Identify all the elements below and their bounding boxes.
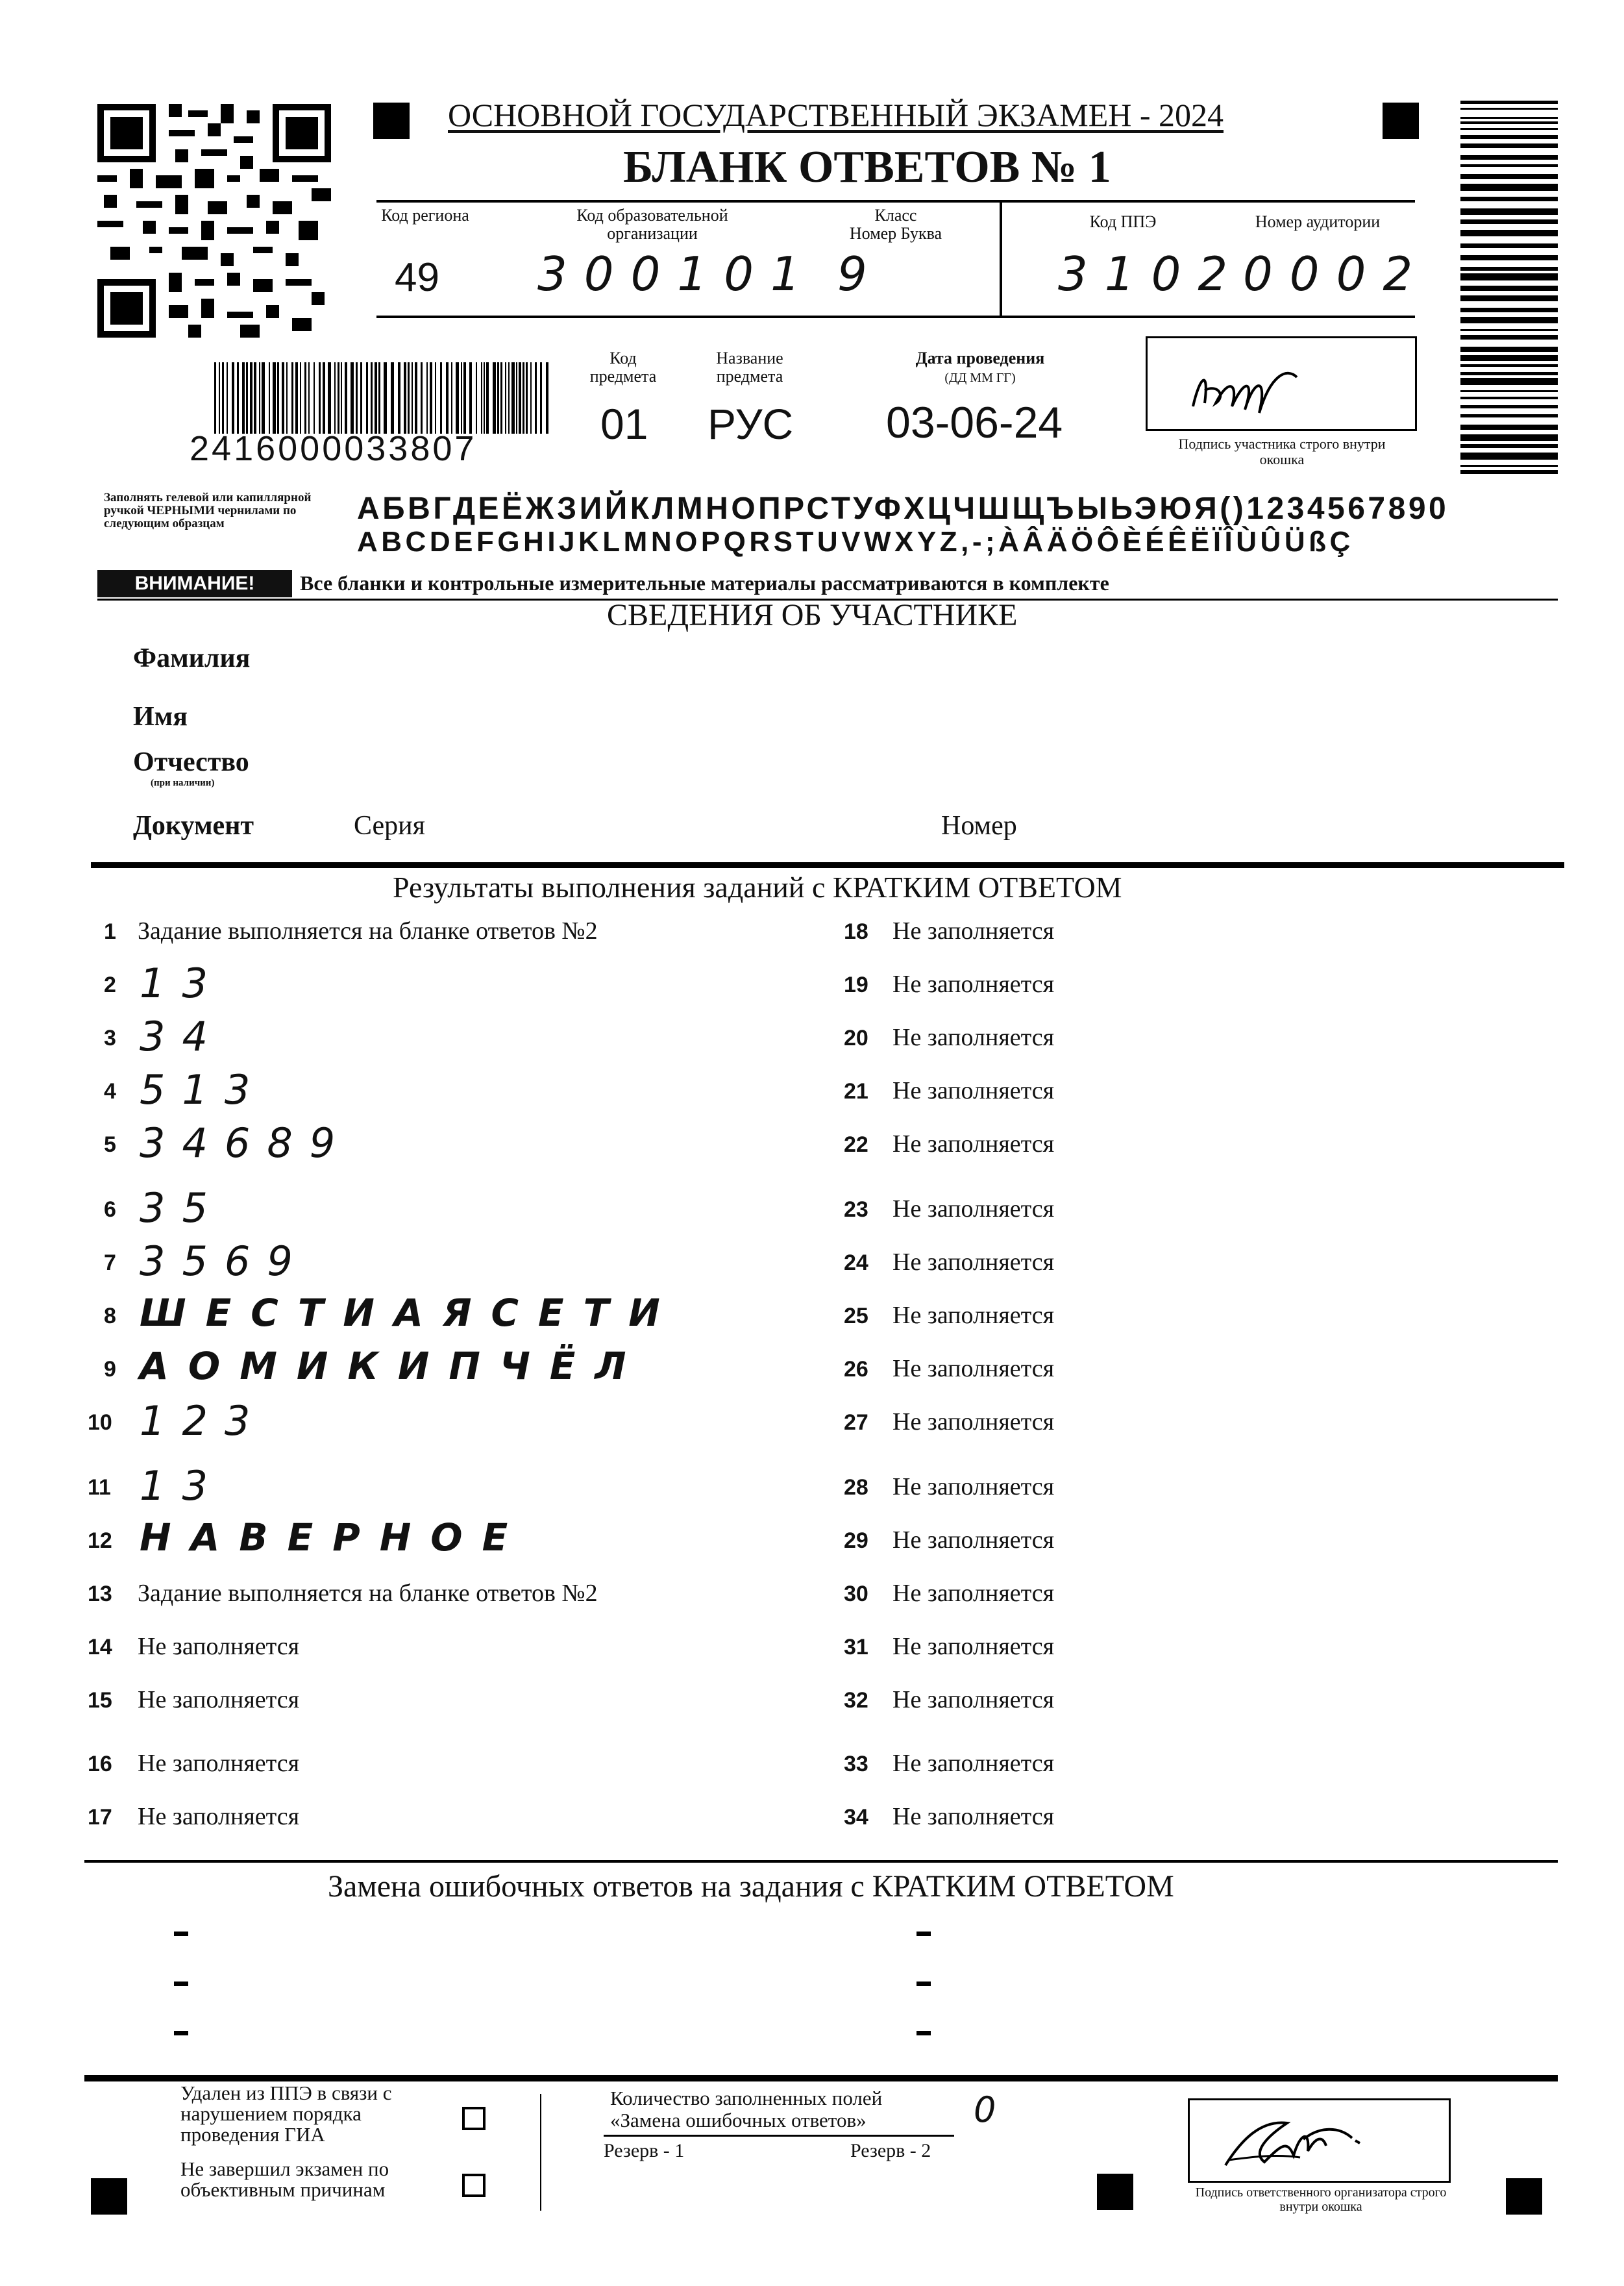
task-number: 13: [88, 1582, 112, 1606]
task-number: 4: [104, 1079, 116, 1104]
replacement-title: Замена ошибочных ответов на задания с КРАТКИМ ОТВЕТОМ: [328, 1869, 1174, 1904]
ppe-code-label: Код ППЭ: [1089, 212, 1157, 231]
task-number: 6: [104, 1197, 116, 1222]
count-underline: [604, 2135, 954, 2137]
replacement-dash-left-1: [174, 1932, 188, 1936]
task-answer[interactable]: ШЕСТИАЯСЕТИ: [140, 1291, 680, 1335]
task-number: 1: [104, 919, 116, 944]
task-status-text: Не заполняется: [892, 1130, 1055, 1158]
task-answer[interactable]: 513: [140, 1066, 267, 1113]
not-finished-checkbox[interactable]: [462, 2174, 486, 2197]
participant-signature: [1148, 338, 1415, 429]
replacement-dash-right-3: [917, 2031, 931, 2035]
replacement-dash-right-1: [917, 1932, 931, 1936]
warning-text: Все бланки и контрольные измерительные материалы рассматриваются в комплекте: [300, 571, 1109, 595]
task-status-text: Не заполняется: [138, 1686, 300, 1713]
task-number: 8: [104, 1304, 116, 1328]
task-status-text: Не заполняется: [138, 1750, 300, 1777]
code-table-bottom-line: [376, 316, 1415, 318]
replacement-bottom-line: [84, 2075, 1558, 2081]
participant-bottom-line: [91, 862, 1564, 868]
task-number: 33: [844, 1752, 868, 1776]
task-number: 21: [844, 1079, 868, 1104]
task-number: 23: [844, 1197, 868, 1222]
task-answer[interactable]: НАВЕРНОЕ: [140, 1515, 528, 1559]
marker-square-bottom-right: [1506, 2178, 1542, 2215]
document-label: Документ: [133, 811, 254, 841]
replacement-count-label: Количество заполненных полей «Замена ошибочных ответов»: [610, 2087, 883, 2131]
task-number: 29: [844, 1528, 868, 1553]
task-number: 30: [844, 1582, 868, 1606]
task-number: 18: [844, 919, 868, 944]
qr-code: [97, 104, 331, 338]
task-number: 15: [88, 1688, 112, 1713]
region-code-label: Код региона: [381, 206, 469, 225]
task-answer[interactable]: 13: [140, 1462, 225, 1510]
document-number-label: Номер: [941, 811, 1017, 841]
task-number: 26: [844, 1357, 868, 1382]
patronymic-note: (при наличии): [151, 778, 215, 788]
task-number: 17: [88, 1805, 112, 1830]
not-finished-label: Не завершил экзамен по объективным причинам: [180, 2157, 389, 2201]
warning-badge: ВНИМАНИЕ!: [97, 570, 292, 597]
region-code-value: 49: [395, 255, 439, 300]
task-number: 16: [88, 1752, 112, 1776]
org-code-label: Код образовательной организации: [576, 206, 728, 243]
task-answer[interactable]: 13: [140, 960, 225, 1007]
task-status-text: Не заполняется: [892, 1686, 1055, 1713]
class-label: Класс: [874, 206, 917, 225]
reserve-2-label: Резерв - 2: [850, 2140, 931, 2161]
task-status-text: Не заполняется: [892, 1750, 1055, 1777]
task-status-text: Не заполняется: [892, 1473, 1055, 1500]
results-title: Результаты выполнения заданий с КРАТКИМ ОТВЕТОМ: [393, 871, 1122, 904]
task-number: 5: [104, 1132, 116, 1157]
task-number: 25: [844, 1304, 868, 1328]
task-status-text: Не заполняется: [892, 971, 1055, 998]
class-sublabel: Номер Буква: [849, 224, 942, 243]
org-code-value: 300101: [537, 247, 817, 301]
task-status-text: Не заполняется: [892, 917, 1055, 945]
task-answer[interactable]: 34: [140, 1013, 225, 1060]
barcode-number: 2416000033807: [190, 429, 477, 468]
side-barcode: [1460, 101, 1558, 474]
task-status-text: Не заполняется: [892, 1633, 1055, 1660]
task-number: 9: [104, 1357, 116, 1382]
marker-square-top-right: [1383, 103, 1419, 139]
task-status-text: Задание выполняется на бланке ответов №2: [138, 1580, 598, 1607]
task-number: 2: [104, 973, 116, 997]
form-subtitle: БЛАНК ОТВЕТОВ № 1: [623, 142, 1111, 192]
participant-signature-caption: Подпись участника строго внутри окошка: [1178, 436, 1386, 467]
task-status-text: Не заполняется: [892, 1249, 1055, 1276]
subject-code-label: Код предмета: [589, 349, 657, 386]
task-status-text: Не заполняется: [892, 1195, 1055, 1223]
task-number: 19: [844, 973, 868, 997]
task-status-text: Не заполняется: [892, 1077, 1055, 1104]
task-number: 7: [104, 1250, 116, 1275]
exam-date-label: Дата проведения: [915, 349, 1045, 367]
results-bottom-line: [84, 1860, 1558, 1863]
replacement-dash-right-2: [917, 1982, 931, 1986]
task-number: 34: [844, 1805, 868, 1830]
organizer-signature: [1190, 2100, 1449, 2181]
task-number: 10: [88, 1410, 112, 1435]
task-number: 31: [844, 1635, 868, 1659]
marker-square-top-left: [373, 103, 410, 139]
task-number: 20: [844, 1026, 868, 1050]
document-series-label: Серия: [354, 811, 425, 841]
task-number: 28: [844, 1475, 868, 1500]
task-status-text: Не заполняется: [892, 1408, 1055, 1435]
task-number: 3: [104, 1026, 116, 1050]
ppe-code-value: 3102: [1058, 247, 1245, 301]
exam-date-value: 03-06-24: [886, 398, 1063, 447]
removed-from-ppe-checkbox[interactable]: [462, 2107, 486, 2130]
task-status-text: Не заполняется: [892, 1580, 1055, 1607]
room-number-label: Номер аудитории: [1255, 212, 1381, 231]
task-number: 27: [844, 1410, 868, 1435]
task-status-text: Задание выполняется на бланке ответов №2: [138, 917, 598, 945]
marker-square-bottom-center: [1097, 2174, 1133, 2210]
task-number: 14: [88, 1635, 112, 1659]
task-number: 11: [88, 1475, 111, 1500]
participant-section-title: СВЕДЕНИЯ ОБ УЧАСТНИКЕ: [607, 598, 1018, 632]
task-answer[interactable]: 34689: [140, 1119, 352, 1167]
participant-signature-box[interactable]: [1146, 336, 1417, 431]
task-number: 32: [844, 1688, 868, 1713]
organizer-signature-box[interactable]: [1188, 2098, 1451, 2183]
samples-instruction: Заполнять гелевой или капиллярной ручкой ЧЕРНЫМИ чернилами по следующим образцам: [104, 491, 312, 530]
reserve-1-label: Резерв - 1: [604, 2140, 685, 2161]
task-answer[interactable]: АОМИКИПЧЁЛ: [140, 1344, 646, 1388]
task-status-text: Не заполняется: [892, 1302, 1055, 1329]
task-answer[interactable]: 35: [140, 1184, 225, 1232]
samples-row-latin: ABCDEFGHIJKLMNOPQRSTUVWXYZ,-;ÀÂÄÖÔÈÉÊËÏÎÙÛÜßÇ: [357, 526, 1354, 558]
subject-code-value: 01: [600, 400, 648, 448]
name-label: Имя: [133, 702, 188, 732]
replacement-dash-left-2: [174, 1982, 188, 1986]
subject-name-value: РУС: [707, 400, 794, 448]
code-table-divider: [1000, 200, 1002, 317]
task-status-text: Не заполняется: [138, 1803, 300, 1830]
removed-from-ppe-label: Удален из ППЭ в связи с нарушением порядка проведения ГИА: [180, 2081, 392, 2146]
task-number: 12: [88, 1528, 112, 1553]
organizer-signature-caption: Подпись ответственного организатора строго внутри окошка: [1195, 2185, 1447, 2214]
form-title: ОСНОВНОЙ ГОСУДАРСТВЕННЫЙ ЭКЗАМЕН - 2024: [448, 97, 1224, 133]
task-answer[interactable]: 123: [140, 1397, 267, 1445]
exam-date-format: (ДД ММ ГГ): [944, 371, 1016, 385]
task-status-text: Не заполняется: [892, 1803, 1055, 1830]
task-status-text: Не заполняется: [892, 1355, 1055, 1382]
task-status-text: Не заполняется: [892, 1024, 1055, 1051]
task-status-text: Не заполняется: [138, 1633, 300, 1660]
footer-divider: [540, 2094, 541, 2211]
marker-square-bottom-left: [91, 2178, 127, 2215]
patronymic-label: Отчество: [133, 747, 249, 777]
surname-label: Фамилия: [133, 643, 251, 673]
replacement-count-value: 0: [974, 2089, 1013, 2130]
room-number-value: 0002: [1243, 247, 1430, 301]
samples-row-cyrillic: АБВГДЕЁЖЗИЙКЛМНОПРСТУФХЦЧШЩЪЫЬЭЮЯ()1234567890: [357, 491, 1449, 526]
task-status-text: Не заполняется: [892, 1526, 1055, 1554]
subject-name-label: Название предмета: [716, 349, 783, 386]
task-answer[interactable]: 3569: [140, 1237, 310, 1285]
code-table-top-line: [376, 200, 1415, 203]
task-number: 24: [844, 1250, 868, 1275]
class-value: 9: [837, 247, 884, 301]
replacement-dash-left-3: [174, 2031, 188, 2035]
task-number: 22: [844, 1132, 868, 1157]
